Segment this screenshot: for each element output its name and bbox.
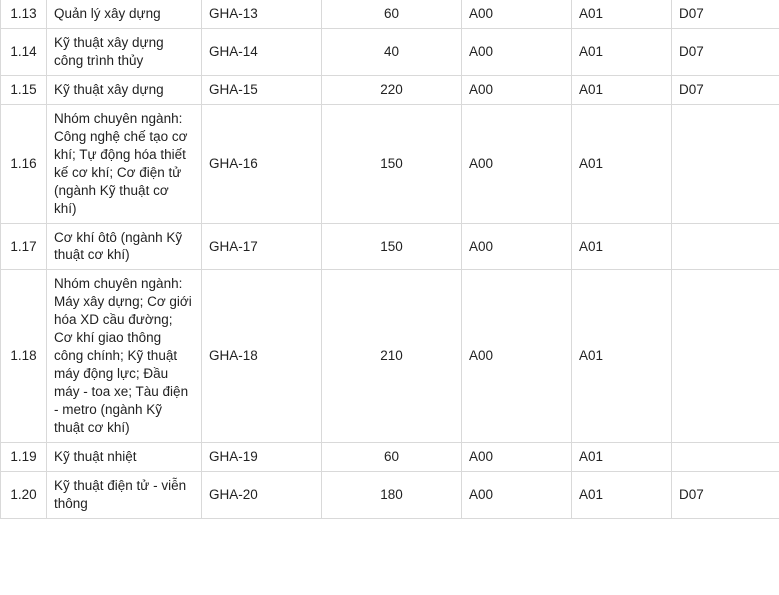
row-major-name: Nhóm chuyên ngành: Máy xây dựng; Cơ giới hóa XD cầu đường; Cơ khí giao thông công chính; Kỹ thuật máy động lực; Đầu máy - toa xe; Tàu điện - metro (ngành Kỹ thuật cơ khí) [47,270,202,443]
row-block-1: A00 [462,270,572,443]
table-row [1,104,779,223]
row-quota: 150 [322,223,462,270]
row-index: 1.18 [1,270,47,443]
row-major-code: GHA-15 [202,75,322,104]
row-major-code: GHA-14 [202,28,322,75]
row-block-2: A01 [572,471,672,518]
row-quota: 180 [322,471,462,518]
table-row [1,270,779,443]
row-major-code: GHA-13 [202,0,322,28]
row-major-name: Kỹ thuật xây dựng công trình thủy [47,28,202,75]
row-major-code: GHA-19 [202,443,322,472]
row-block-3 [672,223,779,270]
row-major-code: GHA-20 [202,471,322,518]
row-index: 1.20 [1,471,47,518]
row-block-3 [672,443,779,472]
row-block-3 [672,270,779,443]
row-block-2: A01 [572,270,672,443]
row-index: 1.15 [1,75,47,104]
row-quota: 220 [322,75,462,104]
row-index: 1.14 [1,28,47,75]
row-quota: 40 [322,28,462,75]
row-major-code: GHA-16 [202,104,322,223]
row-major-name: Kỹ thuật xây dựng [47,75,202,104]
table-row [1,471,779,518]
row-block-2: A01 [572,28,672,75]
row-block-1: A00 [462,443,572,472]
row-quota: 60 [322,443,462,472]
table-body [1,0,779,518]
table-row [1,223,779,270]
row-major-name: Nhóm chuyên ngành: Công nghệ chế tạo cơ khí; Tự động hóa thiết kế cơ khí; Cơ điện tử (ngành Kỹ thuật cơ khí) [47,104,202,223]
table-row [1,0,779,28]
row-block-3: D07 [672,0,779,28]
row-quota: 210 [322,270,462,443]
row-quota: 60 [322,0,462,28]
table-row [1,443,779,472]
row-block-2: A01 [572,443,672,472]
row-block-2: A01 [572,223,672,270]
row-block-1: A00 [462,223,572,270]
table-row [1,28,779,75]
row-block-3: D07 [672,471,779,518]
row-block-2: A01 [572,104,672,223]
row-major-name: Kỹ thuật nhiệt [47,443,202,472]
row-quota: 150 [322,104,462,223]
row-index: 1.17 [1,223,47,270]
row-block-1: A00 [462,104,572,223]
row-block-1: A00 [462,0,572,28]
row-block-2: A01 [572,75,672,104]
row-index: 1.16 [1,104,47,223]
row-major-code: GHA-18 [202,270,322,443]
row-major-name: Cơ khí ôtô (ngành Kỹ thuật cơ khí) [47,223,202,270]
row-block-3 [672,104,779,223]
row-major-name: Quản lý xây dựng [47,0,202,28]
row-major-code: GHA-17 [202,223,322,270]
row-index: 1.19 [1,443,47,472]
row-block-3: D07 [672,28,779,75]
row-block-1: A00 [462,75,572,104]
row-index: 1.13 [1,0,47,28]
row-block-2: A01 [572,0,672,28]
row-major-name: Kỹ thuật điện tử - viễn thông [47,471,202,518]
row-block-1: A00 [462,28,572,75]
row-block-3: D07 [672,75,779,104]
table-row [1,75,779,104]
row-block-1: A00 [462,471,572,518]
